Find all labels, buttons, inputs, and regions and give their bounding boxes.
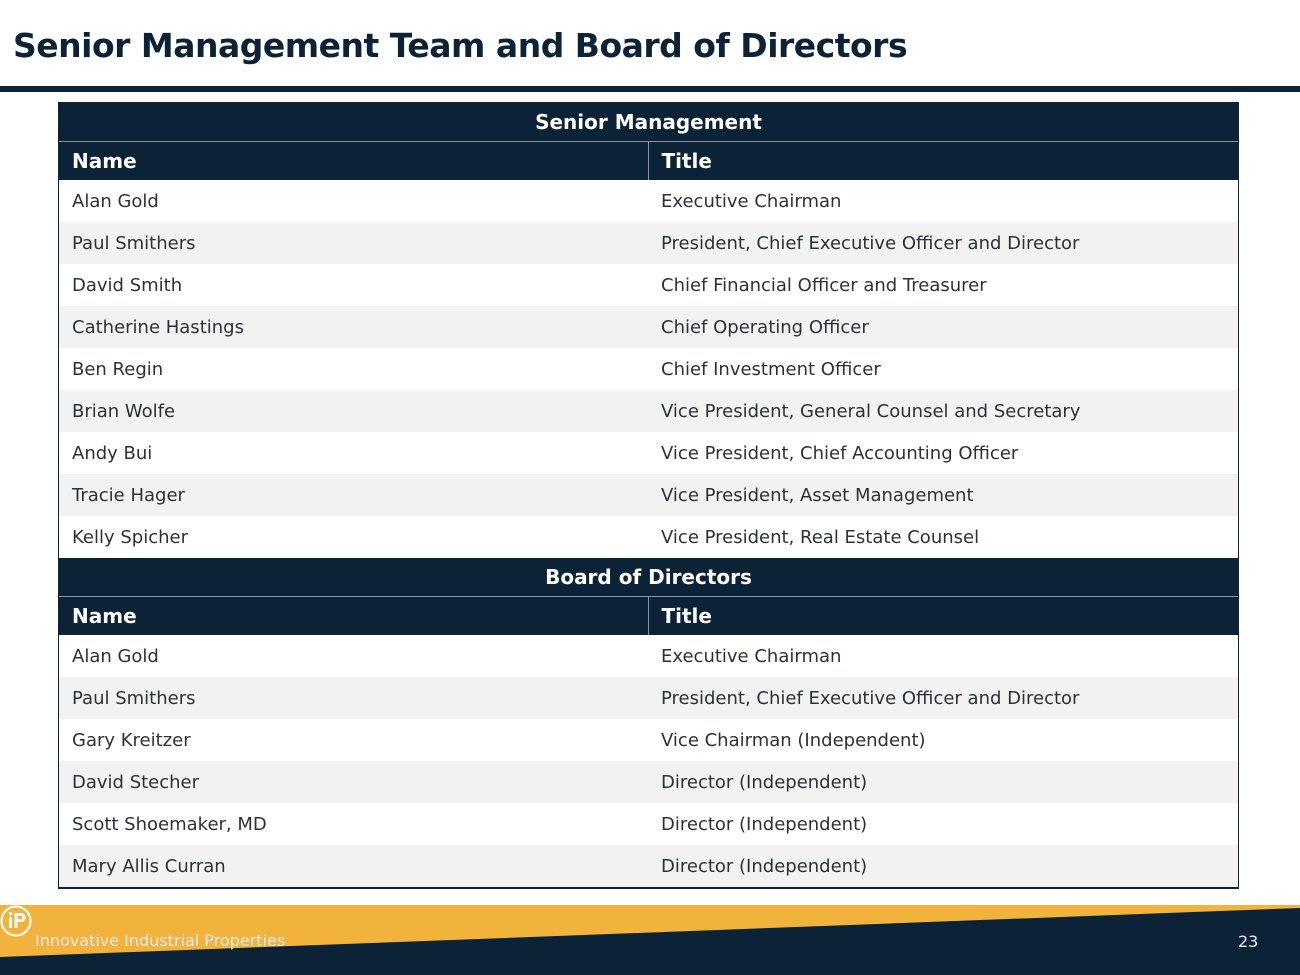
person-title: Vice President, Asset Management bbox=[648, 474, 1238, 516]
section-header-senior-management bbox=[59, 103, 1238, 142]
table-row bbox=[59, 264, 1238, 306]
person-name: Andy Bui bbox=[72, 442, 153, 464]
column-header-row bbox=[59, 142, 1238, 181]
leadership-table bbox=[59, 103, 1238, 887]
leadership-table-container bbox=[58, 102, 1239, 889]
person-title: President, Chief Executive Officer and Director bbox=[648, 222, 1238, 264]
table-row bbox=[59, 635, 1238, 677]
table-row bbox=[59, 719, 1238, 761]
table-row bbox=[59, 180, 1238, 222]
column-header-title: Title bbox=[648, 597, 1238, 636]
person-name: Paul Smithers bbox=[59, 677, 648, 719]
person-name: Kelly Spicher bbox=[72, 526, 188, 548]
table-row bbox=[59, 677, 1238, 719]
section-title: Senior Management bbox=[59, 103, 1238, 142]
table-row bbox=[59, 516, 1238, 558]
page-title: Senior Management Team and Board of Directors bbox=[13, 26, 908, 65]
footer-company-name: Innovative Industrial Properties bbox=[35, 931, 286, 950]
iip-logo-icon bbox=[0, 905, 32, 937]
table-row bbox=[59, 222, 1238, 264]
person-name: Tracie Hager bbox=[59, 474, 648, 516]
table-row bbox=[59, 348, 1238, 390]
person-name: Gary Kreitzer bbox=[59, 719, 648, 761]
person-name: Alan Gold bbox=[72, 190, 159, 212]
person-name: Ben Regin bbox=[72, 358, 164, 380]
column-header-name: Name bbox=[59, 597, 648, 636]
column-header-title: Title bbox=[648, 142, 1238, 181]
person-title: Chief Investment Officer bbox=[661, 358, 881, 380]
person-title: Director (Independent) bbox=[648, 845, 1238, 887]
table-row bbox=[59, 390, 1238, 432]
leadership-table-body bbox=[59, 103, 1238, 887]
person-title: Chief Operating Officer bbox=[648, 306, 1238, 348]
table-row bbox=[59, 474, 1238, 516]
person-title: President, Chief Executive Officer and Director bbox=[648, 677, 1238, 719]
person-name: Scott Shoemaker, MD bbox=[59, 803, 648, 845]
table-row bbox=[59, 761, 1238, 803]
person-name: David Stecher bbox=[59, 761, 648, 803]
section-title: Board of Directors bbox=[59, 558, 1238, 597]
person-name: Paul Smithers bbox=[59, 222, 648, 264]
column-header-row bbox=[59, 597, 1238, 636]
section-header-board-of-directors bbox=[59, 558, 1238, 597]
table-row bbox=[59, 845, 1238, 887]
person-name: Alan Gold bbox=[59, 635, 648, 677]
person-name: Brian Wolfe bbox=[59, 390, 648, 432]
person-title: Executive Chairman bbox=[661, 190, 842, 212]
title-divider bbox=[0, 86, 1300, 92]
person-title: Director (Independent) bbox=[648, 803, 1238, 845]
person-title: Director (Independent) bbox=[648, 761, 1238, 803]
column-header-name: Name bbox=[59, 142, 648, 181]
person-title: Vice President, Chief Accounting Officer bbox=[661, 442, 1019, 464]
person-title: Chief Financial Officer and Treasurer bbox=[661, 274, 987, 296]
footer bbox=[0, 905, 1300, 975]
table-row bbox=[59, 803, 1238, 845]
person-title: Executive Chairman bbox=[648, 635, 1238, 677]
person-title: Vice President, Real Estate Counsel bbox=[661, 526, 980, 548]
person-title: Vice Chairman (Independent) bbox=[648, 719, 1238, 761]
person-name: David Smith bbox=[72, 274, 183, 296]
table-row bbox=[59, 432, 1238, 474]
person-name: Mary Allis Curran bbox=[59, 845, 648, 887]
person-title: Vice President, General Counsel and Secretary bbox=[648, 390, 1238, 432]
page-number: 23 bbox=[1238, 932, 1259, 951]
table-row bbox=[59, 306, 1238, 348]
person-name: Catherine Hastings bbox=[59, 306, 648, 348]
